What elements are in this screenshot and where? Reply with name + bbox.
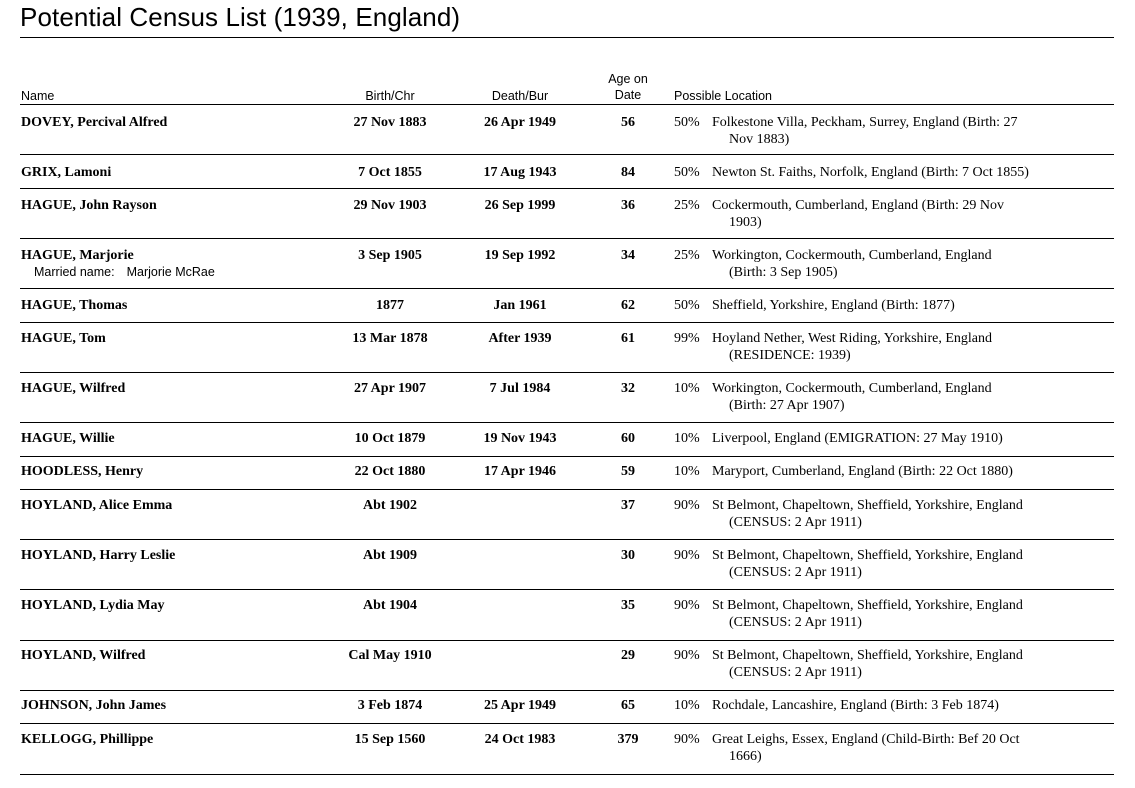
possible-location [712,430,1072,447]
table-row [20,247,1114,289]
age-on-date: 65 [621,698,635,713]
birth-date: 27 Nov 1883 [353,115,427,130]
header-birth: Birth/Chr [365,89,415,103]
match-percent: 50% [674,298,700,313]
birth-date: Abt 1909 [362,548,418,563]
person-name: HOODLESS, Henry [21,464,144,479]
death-date: 25 Apr 1949 [483,698,557,713]
row-divider [20,489,1114,490]
location-line-1: Liverpool, England (EMIGRATION: 27 May 1910) [712,431,1003,446]
title-divider [20,37,1114,38]
person-name: GRIX, Lamoni [21,165,112,180]
birth-date: 3 Feb 1874 [357,698,423,713]
location-line-2: (CENSUS: 2 Apr 1911) [729,515,862,530]
birth-date: 29 Nov 1903 [353,198,427,213]
death-date: 19 Nov 1943 [483,431,557,446]
location-line-1: Workington, Cockermouth, Cumberland, England [712,248,992,263]
age-on-date: 84 [621,165,635,180]
married-name-label: Married name: [34,265,115,279]
possible-location [712,497,1072,531]
person-name: HAGUE, Tom [21,331,106,346]
possible-location [712,247,1072,281]
age-on-date: 379 [617,732,639,747]
age-on-date: 29 [621,648,635,663]
location-line-2: (Birth: 27 Apr 1907) [729,398,845,413]
row-divider [20,372,1114,373]
possible-location [712,114,1072,148]
location-line-1: Rochdale, Lancashire, England (Birth: 3 Feb 1874) [712,698,999,713]
married-name [34,264,215,280]
death-date: 7 Jul 1984 [489,381,551,396]
table-row [20,597,1114,641]
person-name: HOYLAND, Harry Leslie [21,548,176,563]
page-title: Potential Census List (1939, England) [20,2,461,32]
possible-location [712,731,1072,765]
death-date: 19 Sep 1992 [484,248,556,263]
birth-date: 27 Apr 1907 [353,381,427,396]
age-on-date: 61 [621,331,635,346]
location-line-2: (CENSUS: 2 Apr 1911) [729,565,862,580]
possible-location [712,547,1072,581]
header-age-line1: Age on [608,72,648,86]
location-line-1: Newton St. Faiths, Norfolk, England (Birth: 7 Oct 1855) [712,165,1029,180]
row-divider [20,539,1114,540]
birth-date: 3 Sep 1905 [358,248,422,263]
age-on-date: 35 [621,598,635,613]
possible-location [712,164,1072,181]
row-divider [20,188,1114,189]
birth-date: Cal May 1910 [348,648,432,663]
match-percent: 10% [674,381,700,396]
location-line-1: Hoyland Nether, West Riding, Yorkshire, England [712,331,992,346]
table-row [20,330,1114,373]
person-name: KELLOGG, Phillippe [21,732,154,747]
location-line-1: St Belmont, Chapeltown, Sheffield, Yorkshire, England [712,598,1023,613]
possible-location [712,197,1072,231]
table-row [20,197,1114,239]
birth-date: 15 Sep 1560 [354,732,426,747]
death-date: 26 Apr 1949 [483,115,557,130]
person-name: JOHNSON, John James [21,698,167,713]
person-name: HAGUE, Wilfred [21,381,126,396]
death-date: After 1939 [488,331,552,346]
match-percent: 90% [674,598,700,613]
table-row [20,463,1114,490]
header-death: Death/Bur [491,89,549,103]
age-on-date: 37 [621,498,635,513]
match-percent: 10% [674,698,700,713]
birth-date: 1877 [376,298,404,313]
age-on-date: 62 [621,298,635,313]
possible-location [712,463,1072,480]
age-on-date: 34 [621,248,635,263]
age-on-date: 56 [621,115,635,130]
person-name: DOVEY, Percival Alfred [21,115,168,130]
age-on-date: 30 [621,548,635,563]
table-row [20,697,1114,724]
match-percent: 90% [674,548,700,563]
table-row [20,430,1114,457]
row-divider [20,322,1114,323]
match-percent: 50% [674,115,700,130]
location-line-1: Cockermouth, Cumberland, England (Birth: 29 Nov [712,198,1005,213]
table-row [20,164,1114,189]
table-row [20,297,1114,323]
table-row [20,731,1114,775]
location-line-1: St Belmont, Chapeltown, Sheffield, Yorkshire, England [712,648,1023,663]
header-location: Possible Location [674,89,772,103]
person-name: HAGUE, John Rayson [21,198,157,213]
table-row [20,497,1114,540]
person-name: HOYLAND, Lydia May [21,598,165,613]
location-line-2: (RESIDENCE: 1939) [729,348,851,363]
death-date: 17 Aug 1943 [483,165,557,180]
row-divider [20,690,1114,691]
row-divider [20,288,1114,289]
location-line-1: Maryport, Cumberland, England (Birth: 22 Oct 1880) [712,464,1013,479]
death-date: 17 Apr 1946 [483,464,557,479]
location-line-1: Workington, Cockermouth, Cumberland, England [712,381,992,396]
row-divider [20,154,1114,155]
possible-location [712,330,1072,364]
age-on-date: 60 [621,431,635,446]
married-name-value: Marjorie McRae [126,265,215,279]
header-divider [20,104,1114,105]
birth-date: Abt 1904 [362,598,418,613]
age-on-date: 36 [621,198,635,213]
location-line-2: (Birth: 3 Sep 1905) [729,265,838,280]
location-line-2: 1666) [729,749,762,764]
match-percent: 90% [674,498,700,513]
possible-location [712,380,1072,414]
table-row [20,647,1114,691]
row-divider [20,456,1114,457]
match-percent: 10% [674,464,700,479]
location-line-1: St Belmont, Chapeltown, Sheffield, Yorkshire, England [712,548,1023,563]
location-line-1: Great Leighs, Essex, England (Child-Birth: Bef 20 Oct [712,732,1020,747]
age-on-date: 32 [621,381,635,396]
possible-location [712,597,1072,631]
location-line-1: Sheffield, Yorkshire, England (Birth: 1877) [712,298,955,313]
row-divider [20,422,1114,423]
row-divider [20,774,1114,775]
match-percent: 99% [674,331,700,346]
match-percent: 90% [674,732,700,747]
match-percent: 25% [674,248,700,263]
table-row [20,380,1114,423]
death-date: 26 Sep 1999 [484,198,556,213]
location-line-1: Folkestone Villa, Peckham, Surrey, England (Birth: 27 [712,115,1018,130]
header-name: Name [21,89,55,103]
possible-location [712,697,1072,714]
match-percent: 50% [674,165,700,180]
birth-date: 7 Oct 1855 [358,165,422,180]
match-percent: 10% [674,431,700,446]
row-divider [20,238,1114,239]
birth-date: 13 Mar 1878 [352,331,428,346]
location-line-2: (CENSUS: 2 Apr 1911) [729,615,862,630]
location-line-2: 1903) [729,215,762,230]
header-age [588,71,668,103]
birth-date: Abt 1902 [362,498,418,513]
person-name: HAGUE, Thomas [21,298,128,313]
match-percent: 90% [674,648,700,663]
person-name: HAGUE, Marjorie [21,248,134,263]
location-line-2: Nov 1883) [729,132,790,147]
birth-date: 22 Oct 1880 [354,464,426,479]
possible-location [712,647,1072,681]
person-name: HOYLAND, Wilfred [21,648,146,663]
death-date: 24 Oct 1983 [484,732,556,747]
birth-date: 10 Oct 1879 [354,431,426,446]
age-on-date: 59 [621,464,635,479]
row-divider [20,723,1114,724]
location-line-2: (CENSUS: 2 Apr 1911) [729,665,862,680]
table-row [20,114,1114,155]
table-row [20,547,1114,590]
possible-location [712,297,1072,314]
person-name: HOYLAND, Alice Emma [21,498,173,513]
row-divider [20,589,1114,590]
match-percent: 25% [674,198,700,213]
row-divider [20,640,1114,641]
death-date: Jan 1961 [493,298,547,313]
person-name: HAGUE, Willie [21,431,115,446]
header-age-line2: Date [614,88,642,102]
location-line-1: St Belmont, Chapeltown, Sheffield, Yorkshire, England [712,498,1023,513]
